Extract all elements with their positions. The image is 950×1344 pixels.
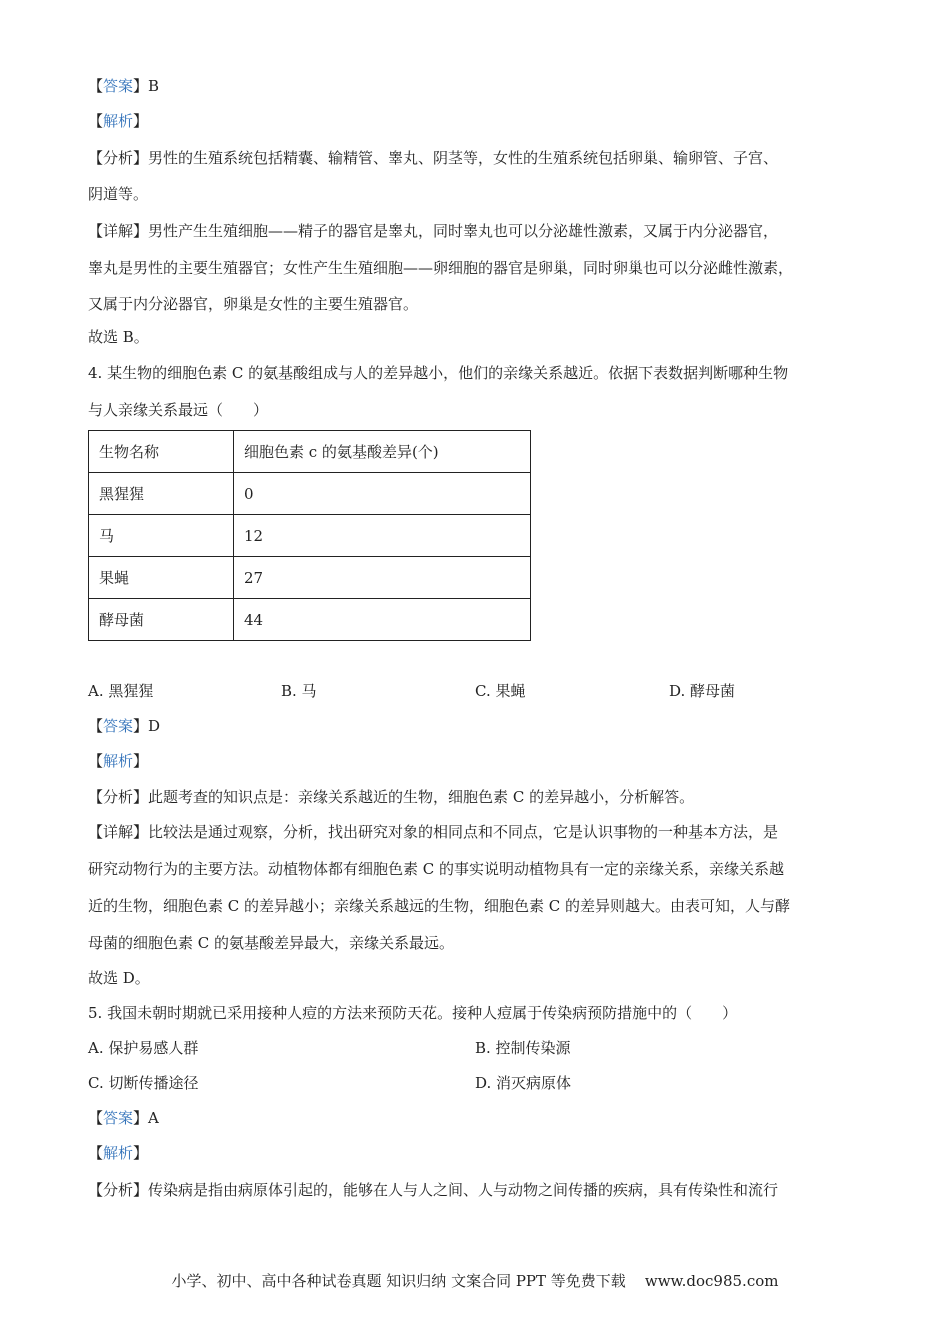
analysis-tag: 解析	[103, 1144, 134, 1162]
q5-answer-line: 【答案】A	[88, 1109, 159, 1127]
q5-option-d: D. 消灭病原体	[475, 1074, 572, 1092]
xiangjie-text-cont-1: 睾丸是男性的主要生殖器官；女性产生生殖细胞——卵细胞的器官是卵巢，同时卵巢也可以分泌雌性激素，	[88, 259, 794, 277]
table-cell: 27	[234, 557, 531, 599]
answer-tag: 答案	[103, 717, 134, 735]
table-row	[89, 599, 531, 641]
footer-text: 小学、初中、高中各种试卷真题 知识归纳 文案合同 PPT 等免费下载	[171, 1272, 626, 1290]
fenxi-text-cont: 阴道等。	[88, 185, 149, 203]
table-cell: 酵母菌	[89, 599, 234, 641]
xiangjie-text-cont-2: 又属于内分泌器官，卵巢是女性的主要生殖器官。	[88, 295, 419, 313]
analysis-tag: 解析	[103, 112, 134, 130]
table-cell: 果蝇	[89, 557, 234, 599]
answer-line: 【答案】B	[88, 77, 160, 95]
q4-xiangjie-cont-3: 母菌的细胞色素 C 的氨基酸差异最大，亲缘关系最远。	[88, 934, 455, 952]
answer-value: B	[148, 77, 160, 95]
table-header: 细胞色素 c 的氨基酸差异(个)	[234, 431, 531, 473]
q5-option-c: C. 切断传播途径	[88, 1074, 199, 1092]
q5-option-a: A. 保护易感人群	[88, 1039, 199, 1057]
answer-value: A	[148, 1109, 159, 1127]
q5-fenxi-line: 【分析】传染病是指由病原体引起的，能够在人与人之间、人与动物之间传播的疾病，具有传染性和流行	[88, 1181, 779, 1199]
analysis-tag: 解析	[103, 752, 134, 770]
amino-acid-table	[88, 430, 531, 641]
q4-stem: 4. 某生物的细胞色素 C 的氨基酸组成与人的差异越小，他们的亲缘关系越近。依据下表数据判断哪种生物	[88, 364, 789, 382]
q4-option-d: D. 酵母菌	[669, 682, 736, 700]
fenxi-text: 此题考查的知识点是：亲缘关系越近的生物，细胞色素 C 的差异越小，分析解答。	[148, 788, 695, 806]
footer-site: www.doc985.com	[644, 1272, 779, 1290]
table-row	[89, 515, 531, 557]
table-row	[89, 473, 531, 515]
analysis-line: 【解析】	[88, 112, 149, 130]
fenxi-tag: 分析	[103, 149, 134, 167]
table-cell: 12	[234, 515, 531, 557]
answer-value: D	[148, 717, 161, 735]
q4-analysis-line: 【解析】	[88, 752, 149, 770]
xiangjie-line: 【详解】男性产生生殖细胞——精子的器官是睾丸，同时睾丸也可以分泌雄性激素，又属于内分泌器官，	[88, 222, 779, 240]
table-header-row	[89, 431, 531, 473]
fenxi-text: 男性的生殖系统包括精囊、输精管、睾丸、阴茎等，女性的生殖系统包括卵巢、输卵管、子宫、	[148, 149, 779, 167]
xiangjie-tag: 详解	[103, 222, 134, 240]
q4-option-c: C. 果蝇	[475, 682, 526, 700]
conclusion: 故选 B。	[88, 328, 149, 346]
table-row	[89, 557, 531, 599]
q4-xiangjie-cont-1: 研究动物行为的主要方法。动植物体都有细胞色素 C 的事实说明动植物具有一定的亲缘关系，亲缘关系越	[88, 860, 785, 878]
q4-xiangjie-cont-2: 近的生物，细胞色素 C 的差异越小；亲缘关系越远的生物，细胞色素 C 的差异则越大。由表可知，人与酵	[88, 897, 791, 915]
xiangjie-text: 男性产生生殖细胞——精子的器官是睾丸，同时睾丸也可以分泌雄性激素，又属于内分泌器官，	[148, 222, 779, 240]
q4-option-a: A. 黑猩猩	[88, 682, 154, 700]
q4-fenxi-line: 【分析】此题考查的知识点是：亲缘关系越近的生物，细胞色素 C 的差异越小，分析解答。	[88, 788, 695, 806]
answer-tag: 答案	[103, 1109, 134, 1127]
q5-analysis-line: 【解析】	[88, 1144, 149, 1162]
table-cell: 44	[234, 599, 531, 641]
xiangjie-text: 比较法是通过观察，分析，找出研究对象的相同点和不同点，它是认识事物的一种基本方法，是	[148, 823, 779, 841]
q4-option-b: B. 马	[281, 682, 317, 700]
fenxi-line: 【分析】男性的生殖系统包括精囊、输精管、睾丸、阴茎等，女性的生殖系统包括卵巢、输卵管、子宫、	[88, 149, 779, 167]
q4-xiangjie-line: 【详解】比较法是通过观察，分析，找出研究对象的相同点和不同点，它是认识事物的一种基本方法，是	[88, 823, 779, 841]
q4-stem-cont: 与人亲缘关系最远（ ）	[88, 401, 269, 419]
q5-stem: 5. 我国未朝时期就已采用接种人痘的方法来预防天花。接种人痘属于传染病预防措施中的（ ）	[88, 1004, 738, 1022]
xiangjie-tag: 详解	[103, 823, 134, 841]
q4-conclusion: 故选 D。	[88, 969, 150, 987]
answer-tag: 答案	[103, 77, 134, 95]
fenxi-tag: 分析	[103, 1181, 134, 1199]
q4-answer-line: 【答案】D	[88, 717, 161, 735]
table-cell: 马	[89, 515, 234, 557]
table-cell: 0	[234, 473, 531, 515]
fenxi-text: 传染病是指由病原体引起的，能够在人与人之间、人与动物之间传播的疾病，具有传染性和流行	[148, 1181, 779, 1199]
page-footer	[0, 1270, 950, 1291]
q5-option-b: B. 控制传染源	[475, 1039, 571, 1057]
table-header: 生物名称	[89, 431, 234, 473]
table-cell: 黑猩猩	[89, 473, 234, 515]
fenxi-tag: 分析	[103, 788, 134, 806]
